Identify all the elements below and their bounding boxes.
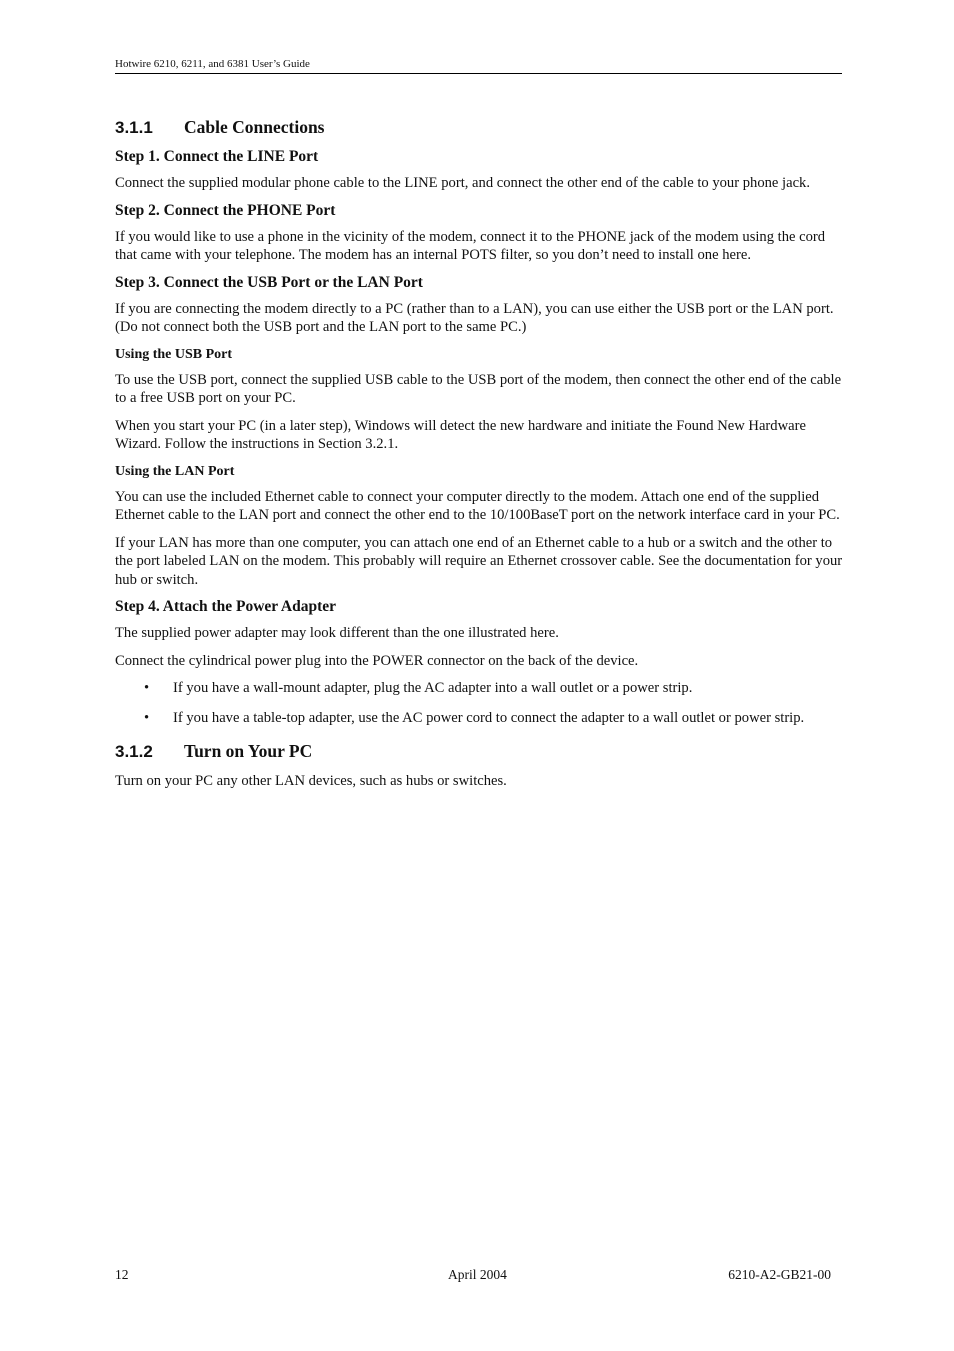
step1-heading: Step 1. Connect the LINE Port xyxy=(115,148,319,165)
step4-paragraph-2: Connect the cylindrical power plug into the POWER connector on the back of the device. xyxy=(115,652,639,669)
section-heading-cable-connections xyxy=(115,117,843,138)
usb-paragraph-1: To use the USB port, connect the supplied USB cable to the USB port of the modem, then connect the other end of the cable to a free USB port on your PC. xyxy=(115,371,842,406)
list-item-text: If you have a table-top adapter, use the AC power cord to connect the adapter to a wall outlet or power strip. xyxy=(173,709,805,726)
footer-date: April 2004 xyxy=(448,1267,507,1282)
step3-paragraph: If you are connecting the modem directly to a PC (rather than to a LAN), you can use either the USB port or the LAN port. (Do not connect both the USB port and the LAN port to the same PC.) xyxy=(115,300,834,335)
document-page xyxy=(115,0,843,1351)
step3-heading: Step 3. Connect the USB Port or the LAN Port xyxy=(115,273,423,291)
list-item xyxy=(115,679,843,698)
step2-paragraph: If you would like to use a phone in the vicinity of the modem, connect it to the PHONE jack of the modem using the cord that came with your telephone. The modem has an internal POTS filter, so you don’t need to install one here. xyxy=(115,228,826,263)
list-item xyxy=(115,709,843,728)
section-title: Turn on Your PC xyxy=(184,741,313,761)
document-id: 6210-A2-GB21-00 xyxy=(728,1267,831,1282)
page-footer xyxy=(115,1266,831,1284)
section-heading-turn-on-pc xyxy=(115,741,843,762)
step4-paragraph-1: The supplied power adapter may look different than the one illustrated here. xyxy=(115,625,559,641)
page-content xyxy=(115,117,843,800)
lan-port-subheading: Using the LAN Port xyxy=(115,463,235,479)
usb-port-subheading: Using the USB Port xyxy=(115,346,233,362)
section-title: Cable Connections xyxy=(184,117,325,137)
power-adapter-list xyxy=(115,679,843,727)
running-header: Hotwire 6210, 6211, and 6381 User’s Guide xyxy=(115,57,842,74)
page-number: 12 xyxy=(115,1267,129,1282)
turn-on-paragraph: Turn on your PC any other LAN devices, such as hubs or switches. xyxy=(115,773,507,789)
bullet-icon: • xyxy=(144,709,150,726)
step2-heading: Step 2. Connect the PHONE Port xyxy=(115,201,336,219)
bullet-icon: • xyxy=(144,680,150,696)
list-item-text: If you have a wall-mount adapter, plug the AC adapter into a wall outlet or a power strip. xyxy=(173,680,693,696)
lan-paragraph-2: If your LAN has more than one computer, you can attach one end of an Ethernet cable to a hub or a switch and the other to the port labeled LAN on the modem. This probably will require an Ethernet crossover cable. See the documentation for your hub or switch. xyxy=(115,534,843,588)
step1-paragraph: Connect the supplied modular phone cable to the LINE port, and connect the other end of the cable to your phone jack. xyxy=(115,175,811,191)
step4-heading: Step 4. Attach the Power Adapter xyxy=(115,598,336,615)
section-number: 3.1.1 xyxy=(115,118,153,137)
lan-paragraph-1: You can use the included Ethernet cable to connect your computer directly to the modem. Attach one end of the supplied Ethernet cable to the LAN port and connect the other end to the 10/100BaseT port on the network interface card in your PC. xyxy=(115,488,840,523)
usb-paragraph-2: When you start your PC (in a later step), Windows will detect the new hardware and initiate the Found New Hardware Wizard. Follow the instructions in Section 3.2.1. xyxy=(115,417,806,452)
section-number: 3.1.2 xyxy=(115,742,153,761)
